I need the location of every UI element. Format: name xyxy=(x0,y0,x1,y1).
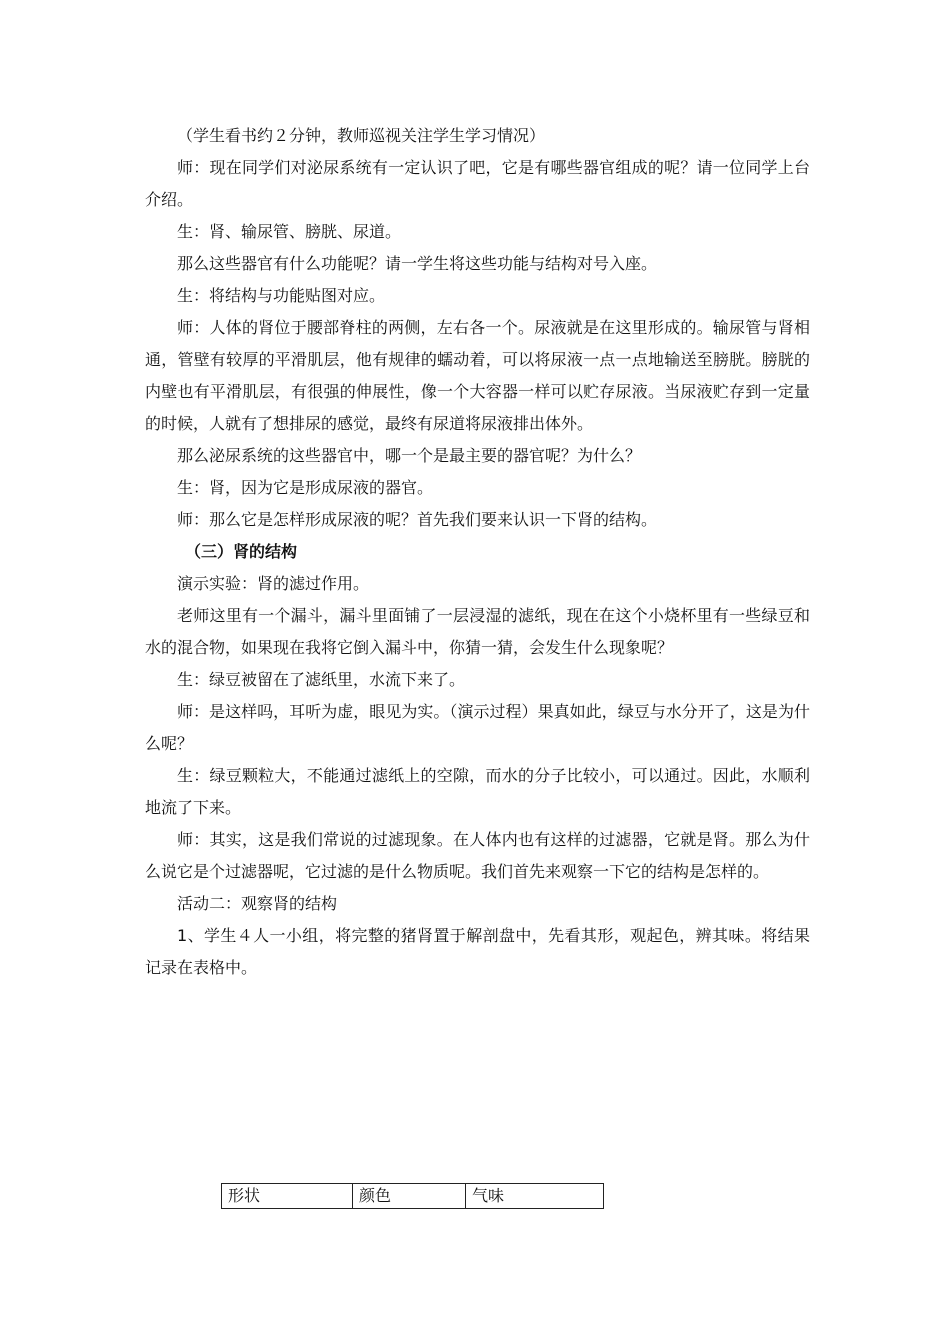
table-header-smell: 气味 xyxy=(466,1184,604,1209)
paragraph-teacher-structure: 师：那么它是怎样形成尿液的呢？首先我们要来认识一下肾的结构。 xyxy=(177,510,658,529)
paragraph-teacher-question: 师：现在同学们对泌尿系统有一定认识了吧，它是有哪些器官组成的呢？请一位同学上台介绍。 xyxy=(145,158,810,209)
paragraph-student-matching: 生：将结构与功能贴图对应。 xyxy=(177,286,386,305)
paragraph-note: （学生看书约２分钟，教师巡视关注学生学习情况） xyxy=(177,126,546,145)
paragraph-student-answer: 生：肾、输尿管、膀胱、尿道。 xyxy=(177,222,402,241)
paragraph-student-guess: 生：绿豆被留在了滤纸里，水流下来了。 xyxy=(177,670,466,689)
paragraph-teacher-filter: 师：其实，这是我们常说的过滤现象。在人体内也有这样的过滤器，它就是肾。那么为什么说它是个过滤器呢，它过滤的是什么物质呢。我们首先来观察一下它的结构是怎样的。 xyxy=(145,830,810,881)
paragraph-teacher-demo: 师：是这样吗，耳听为虚，眼见为实。（演示过程）果真如此，绿豆与水分开了，这是为什么呢？ xyxy=(145,702,810,753)
paragraph-main-organ-question: 那么泌尿系统的这些器官中，哪一个是最主要的器官呢？为什么？ xyxy=(177,446,642,465)
table-header-shape: 形状 xyxy=(222,1184,353,1209)
paragraph-teacher-explanation: 师：人体的肾位于腰部脊柱的两侧，左右各一个。尿液就是在这里形成的。输尿管与肾相通，管壁有较厚的平滑肌层，他有规律的蠕动着，可以将尿液一点一点地输送至膀胱。膀胱的内壁也有平滑肌层，有很强的伸展性，像一个大容器一样可以贮存尿液。当尿液贮存到一定量的时候，人就有了想排尿的感觉，最终有尿道将尿液排出体外。 xyxy=(145,318,810,433)
paragraph-activity-title: 活动二：观察肾的结构 xyxy=(177,894,338,913)
paragraph-demo-experiment: 演示实验：肾的滤过作用。 xyxy=(177,574,370,593)
observation-table xyxy=(221,1183,604,1209)
paragraph-activity-step: 1、学生４人一小组，将完整的猪肾置于解剖盘中，先看其形，观起色，辨其味。将结果记录在表格中。 xyxy=(145,926,810,977)
table-row xyxy=(222,1184,604,1209)
table-header-color: 颜色 xyxy=(353,1184,466,1209)
section-heading: （三）肾的结构 xyxy=(185,542,298,561)
document-body xyxy=(145,120,810,984)
paragraph-student-kidney: 生：肾，因为它是形成尿液的器官。 xyxy=(177,478,434,497)
paragraph-funnel-setup: 老师这里有一个漏斗，漏斗里面铺了一层浸湿的滤纸，现在在这个小烧杯里有一些绿豆和水的混合物，如果现在我将它倒入漏斗中，你猜一猜，会发生什么现象呢？ xyxy=(145,606,810,657)
paragraph-student-reason: 生：绿豆颗粒大，不能通过滤纸上的空隙，而水的分子比较小，可以通过。因此，水顺利地流了下来。 xyxy=(145,766,810,817)
paragraph-function-question: 那么这些器官有什么功能呢？请一学生将这些功能与结构对号入座。 xyxy=(177,254,658,273)
